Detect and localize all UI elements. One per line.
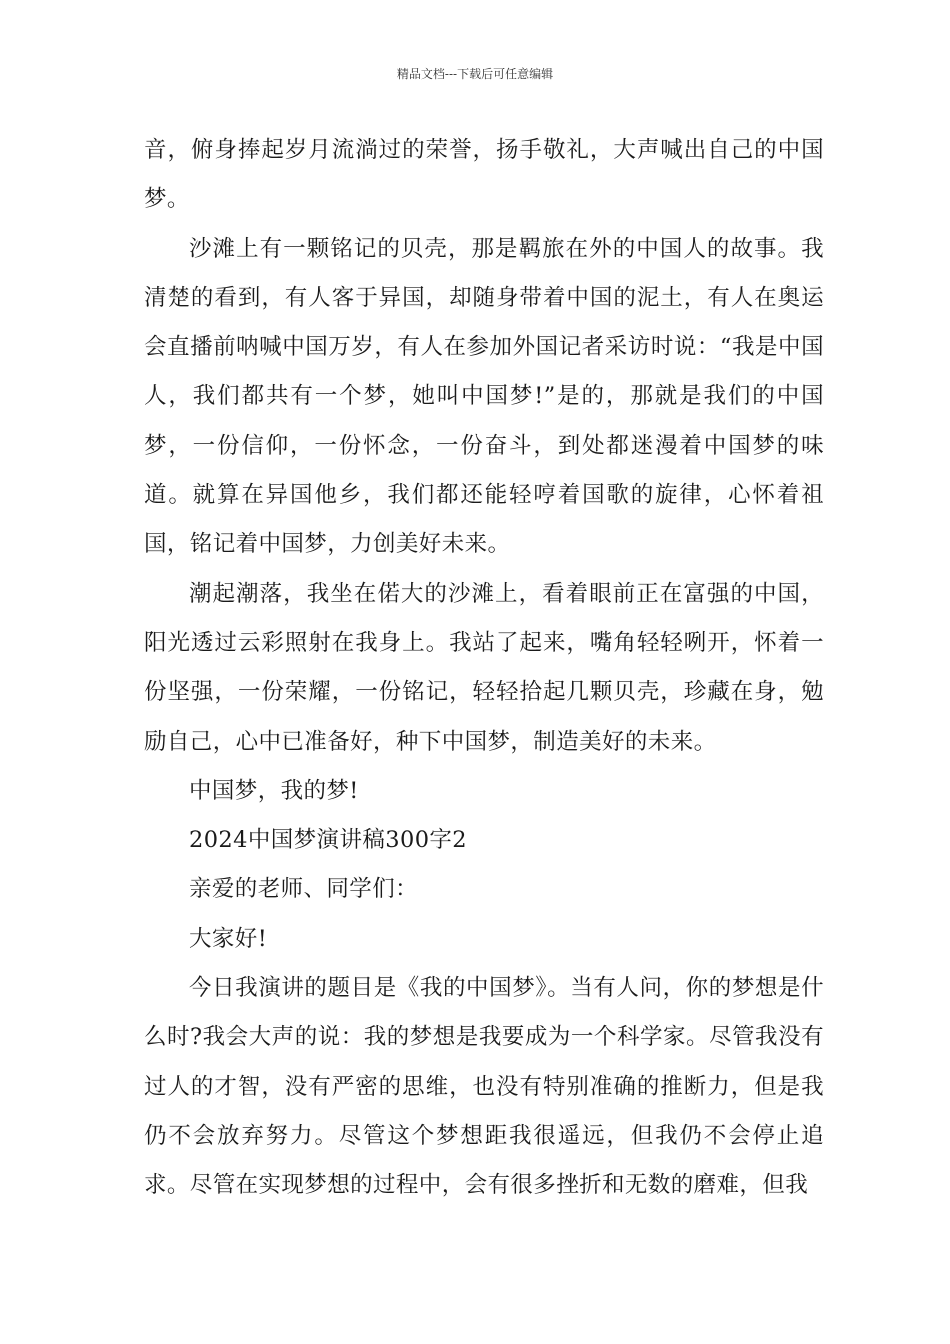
paragraph-tide: 潮起潮落，我坐在偌大的沙滩上，看着眼前正在富强的中国，阳光透过云彩照射在我身上。我站了起来，嘴角轻轻咧开，怀着一份坚强，一份荣耀，一份铭记，轻轻拾起几颗贝壳，珍藏在身，勉励自己，心中已准备好，种下中国梦，制造美好的未来。 <box>144 580 824 755</box>
paragraph-speech-body: 今日我演讲的题目是《我的中国梦》。当有人问，你的梦想是什么时?我会大声的说：我的梦想是我要成为一个科学家。尽管我没有过人的才智，没有严密的思维，也没有特别准确的推断力，但是我仍不会放弃努力。尽管这个梦想距我很遥远，但我仍不会停止追求。尽管在实现梦想的过程中，会有很多挫折和无数的磨难，但我 <box>144 975 824 1199</box>
greeting: 大家好! <box>189 925 268 952</box>
paragraph-closing-line: 中国梦，我的梦! <box>189 777 359 804</box>
page-header: 精品文档---下载后可任意编辑 <box>396 67 554 81</box>
salutation: 亲爱的老师、同学们： <box>189 876 419 903</box>
document-body <box>144 126 824 1211</box>
paragraph-continuation: 音，俯身捧起岁月流淌过的荣誉，扬手敬礼，大声喊出自己的中国梦。 <box>144 137 824 213</box>
paragraph-seashell-story: 沙滩上有一颗铭记的贝壳，那是羁旅在外的中国人的故事。我清楚的看到，有人客于异国，却随身带着中国的泥土，有人在奥运会直播前呐喊中国万岁，有人在参加外国记者采访时说：“我是中国人，我们都共有一个梦，她叫中国梦!”是的，那就是我们的中国梦，一份信仰，一份怀念，一份奋斗，到处都迷漫着中国梦的味道。就算在异国他乡，我们都还能轻哼着国歌的旋律，心怀着祖国，铭记着中国梦，力创美好未来。 <box>144 235 824 558</box>
section-title: 2024中国梦演讲稿300字2 <box>189 827 468 854</box>
